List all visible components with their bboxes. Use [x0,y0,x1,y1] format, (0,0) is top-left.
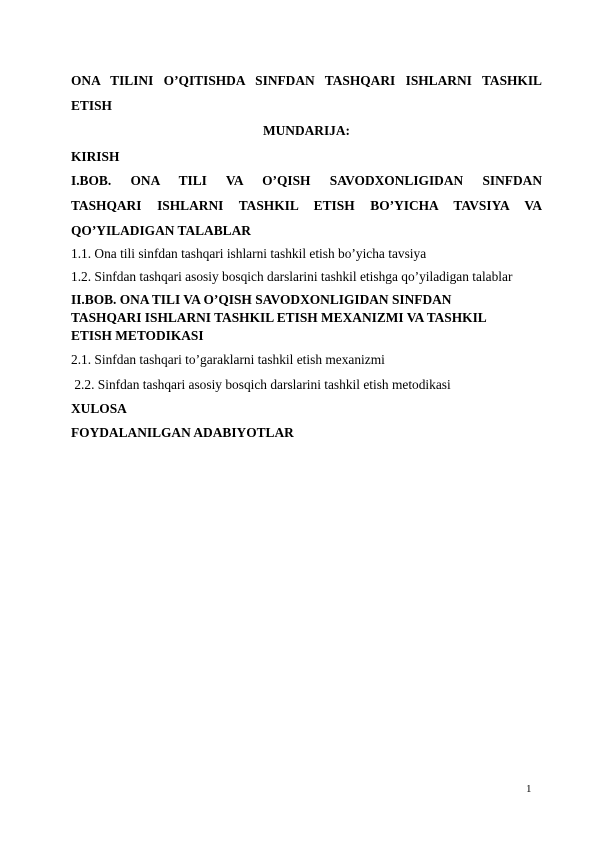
title-line-1: ONA TILINI O’QITISHDA SINFDAN TASHQARI ISHLARNI TASHKIL [71,73,542,88]
toc-section-1-2: 1.2. Sinfdan tashqari asosiy bosqich darslarini tashkil etishga qo’yiladigan talablar [71,269,513,284]
toc-chapter1-line-2: TASHQARI ISHLARNI TASHKIL ETISH BO’YICHA TAVSIYA VA [71,198,542,213]
toc-chapter1-line-1: I.BOB. ONA TILI VA O’QISH SAVODXONLIGIDAN SINFDAN [71,173,542,188]
toc-section-2-1: 2.1. Sinfdan tashqari to’garaklarni tashkil etish mexanizmi [71,352,385,367]
toc-chapter1-line-3: QO’YILADIGAN TALABLAR [71,223,251,238]
toc-chapter2-line-1: II.BOB. ONA TILI VA O’QISH SAVODXONLIGIDAN SINFDAN [71,292,452,307]
toc-intro: KIRISH [71,149,120,164]
title-line-2: ETISH [71,98,112,113]
toc-conclusion: XULOSA [71,401,127,416]
toc-chapter2-line-3: ETISH METODIKASI [71,328,204,343]
toc-references: FOYDALANILGAN ADABIYOTLAR [71,425,294,440]
toc-section-1-1: 1.1. Ona tili sinfdan tashqari ishlarni tashkil etish bo’yicha tavsiya [71,246,427,261]
contents-heading: MUNDARIJA: [262,123,351,138]
page-number: 1 [526,783,532,795]
toc-chapter2-line-2: TASHQARI ISHLARNI TASHKIL ETISH MEXANIZMI VA TASHKIL [71,310,487,325]
toc-section-2-2: 2.2. Sinfdan tashqari asosiy bosqich darslarini tashkil etish metodikasi [71,377,451,392]
